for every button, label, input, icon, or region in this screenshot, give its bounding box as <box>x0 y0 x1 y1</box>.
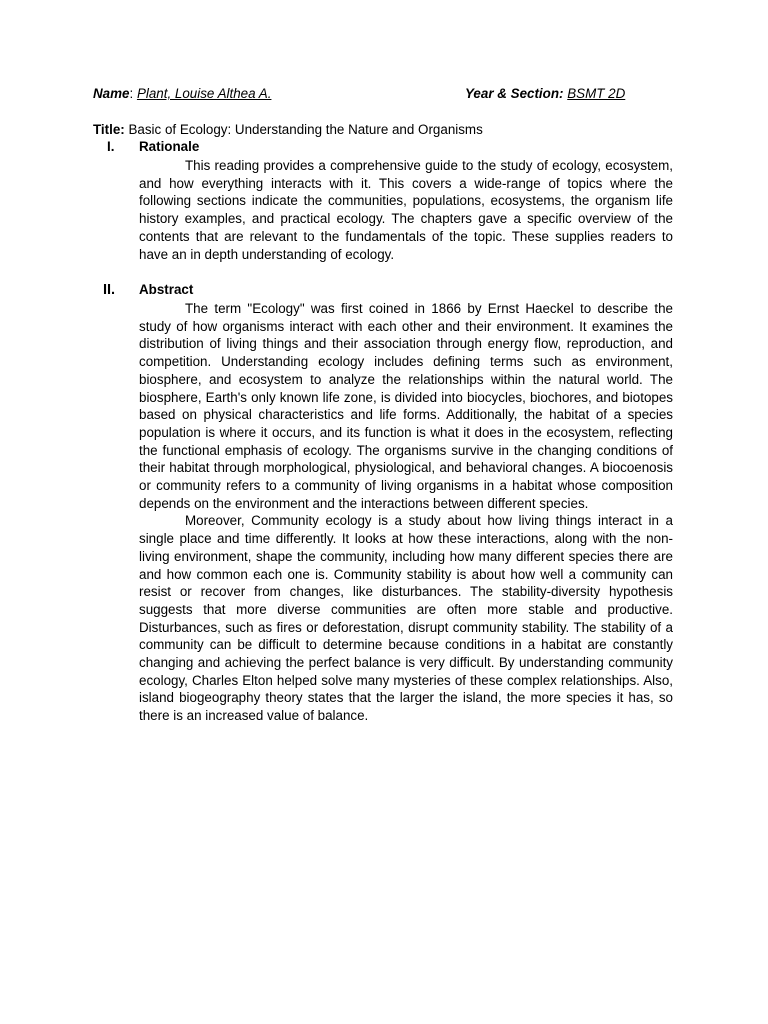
year-section-field <box>465 86 625 101</box>
year-section-label: Year & Section: <box>465 86 564 101</box>
title-label: Title: <box>93 122 125 137</box>
paragraph: This reading provides a comprehensive guide to the study of ecology, ecosystem, and how everything interacts with it. This covers a wide-range of topics where the following sections indicate the communities, populations, ecosystems, the organism life history examples, and practical ecology. The chapters gave a specific overview of the contents that are relevant to the fundamentals of the topic. These supplies readers to have an in depth understanding of ecology. <box>139 158 673 262</box>
section-heading: Rationale <box>139 139 200 154</box>
title-value: Basic of Ecology: Understanding the Nature and Organisms <box>128 122 483 137</box>
document-title <box>93 122 483 137</box>
year-section-value: BSMT 2D <box>567 86 626 101</box>
document-header <box>93 86 693 104</box>
section-heading: Abstract <box>139 282 194 297</box>
paragraph: Moreover, Community ecology is a study about how living things interact in a single place and time differently. It looks at how these interactions, along with the non-living environment, shape the community, including how many different species there are and how common each one is. Community stability is about how well a community can resist or recover from changes, like disturbances. The stability-diversity hypothesis suggests that more diverse communities are often more stable and productive. Disturbances, such as fires or deforestation, disrupt community stability. The stability of a community can be difficult to determine because conditions in a habitat are constantly changing and achieving the perfect balance is very difficult. By understanding community ecology, Charles Elton helped solve many mysteries of these complex relationships. Also, island biogeography theory states that the larger the island, the more species it has, so there is an increased value of balance. <box>139 513 673 724</box>
section-numeral: I. <box>107 139 115 154</box>
name-field: Name: Plant, Louise Althea A. <box>93 86 272 101</box>
name-label: Name <box>93 86 130 101</box>
name-value: Plant, Louise Althea A. <box>136 86 272 101</box>
section-numeral: II. <box>103 282 116 298</box>
section-body <box>139 157 673 263</box>
section-body <box>139 300 673 725</box>
paragraph: The term "Ecology" was first coined in 1866 by Ernst Haeckel to describe the study of how organisms interact with each other and their environment. It examines the distribution of living things and their association through energy flow, reproduction, and competition. Understanding ecology includes defining terms such as environment, biosphere, and ecosystem to analyze the relationships within the natural world. The biosphere, Earth's only known life zone, is divided into biocycles, biochores, and biotopes based on physical characteristics and life forms. Additionally, the habitat of a species population is where it occurs, and its function is what it does in the ecosystem, reflecting the functional emphasis of ecology. The organisms survive in the changing conditions of their habitat through morphological, physiological, and behavioral changes. A biocoenosis or community refers to a community of living organisms in a habitat whose composition depends on the environment and the interactions between different species. <box>139 301 673 511</box>
